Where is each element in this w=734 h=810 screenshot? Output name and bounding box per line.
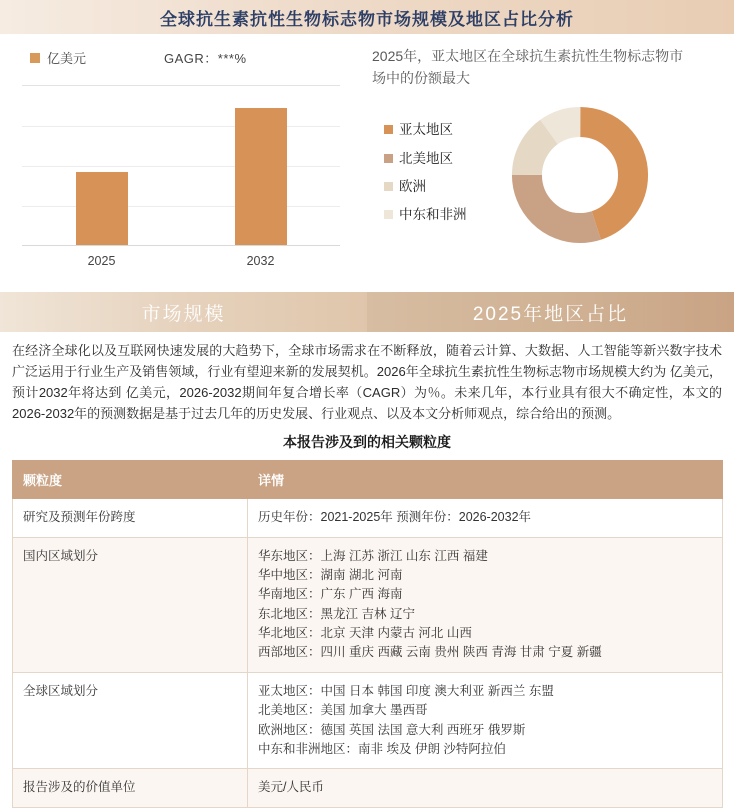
- bar-chart-legend: [0, 34, 360, 67]
- x-tick-label: 2025: [87, 254, 116, 268]
- bar-2025: [76, 172, 128, 245]
- detail-line: 北美地区：美国 加拿大 墨西哥: [258, 703, 428, 718]
- legend-item-unit: [30, 48, 86, 67]
- legend-swatch-icon: [384, 125, 393, 134]
- bar-chart-panel: [0, 34, 360, 292]
- table-cell-label: 报告涉及的价值单位: [13, 769, 248, 807]
- legend-item-europe: [384, 178, 504, 196]
- donut-lower: [372, 103, 724, 245]
- section-title-market-size: 市场规模: [0, 292, 367, 332]
- legend-item-mea: [384, 206, 504, 224]
- table-cell-detail: [248, 769, 723, 807]
- legend-label-mea: 中东和非洲: [399, 207, 467, 223]
- section-title-region-share: 2025年地区占比: [367, 292, 734, 332]
- donut-graphic: [510, 105, 650, 245]
- table-header-granularity: 颗粒度: [13, 461, 248, 499]
- table-row: [13, 672, 723, 769]
- x-axis-line: [22, 245, 340, 246]
- legend-swatch-icon: [30, 53, 40, 63]
- detail-line: 西部地区：四川 重庆 西藏 云南 贵州 陕西 青海 甘肃 宁夏 新疆: [258, 645, 602, 660]
- table-cell-label: 全球区域划分: [13, 672, 248, 769]
- granularity-table: [12, 460, 723, 808]
- bar-chart-x-labels: [22, 254, 340, 268]
- bar-chart-plot: [22, 85, 340, 246]
- legend-label-namerica: 北美地区: [399, 150, 453, 166]
- legend-label-unit: 亿美元: [47, 51, 87, 66]
- legend-item-apac: [384, 121, 504, 139]
- detail-line: 中东和非洲地区：南非 埃及 伊朗 沙特阿拉伯: [258, 741, 506, 756]
- donut-headline: 2025年，亚太地区在全球抗生素抗性生物标志物市场中的份额最大: [372, 48, 684, 86]
- legend-label-apac: 亚太地区: [399, 122, 453, 138]
- detail-line: 亚太地区：中国 日本 韩国 印度 澳大利亚 新西兰 东盟: [258, 683, 554, 698]
- detail-line: 华中地区：湖南 湖北 河南: [258, 567, 403, 582]
- donut-legend: [372, 103, 504, 245]
- donut-chart-panel: [360, 34, 734, 292]
- table-cell-label: 研究及预测年份跨度: [13, 499, 248, 537]
- table-cell-detail: [248, 537, 723, 672]
- bar-series: [22, 86, 340, 245]
- detail-line: 历史年份：2021-2025年 预测年份：2026-2032年: [258, 510, 532, 525]
- legend-item-namerica: [384, 150, 504, 168]
- gagr-label: GAGR：***%: [164, 51, 247, 66]
- donut-svg: [510, 105, 650, 245]
- page-title: 全球抗生素抗性生物标志物市场规模及地区占比分析: [160, 9, 574, 29]
- detail-line: 华北地区：北京 天津 内蒙古 河北 山西: [258, 626, 472, 641]
- bar-2032: [235, 108, 287, 245]
- table-header-detail: 详情: [248, 461, 723, 499]
- legend-label-europe: 欧洲: [399, 178, 426, 194]
- section-header-bar: [0, 292, 734, 332]
- detail-line: 欧洲地区：德国 英国 法国 意大利 西班牙 俄罗斯: [258, 722, 526, 737]
- table-cell-label: 国内区域划分: [13, 537, 248, 672]
- granularity-subtitle: 本报告涉及到的相关颗粒度: [283, 434, 451, 451]
- table-row: [13, 499, 723, 537]
- detail-line: 华南地区：广东 广西 海南: [258, 587, 403, 602]
- detail-line: 美元/人民币: [258, 780, 324, 795]
- table-cell-detail: [248, 672, 723, 769]
- donut-slice-mea: [527, 122, 633, 228]
- table-header-row: [13, 461, 723, 499]
- legend-swatch-icon: [384, 210, 393, 219]
- legend-swatch-icon: [384, 182, 393, 191]
- legend-swatch-icon: [384, 154, 393, 163]
- detail-line: 华东地区：上海 江苏 浙江 山东 江西 福建: [258, 548, 488, 563]
- x-tick-label: 2032: [246, 254, 275, 268]
- summary-paragraph: 在经济全球化以及互联网快速发展的大趋势下，全球市场需求在不断释放，随着云计算、大数据、人工智能等新兴数字技术广泛运用于行业生产及销售领域，行业有望迎来新的发展契机。2026年全球抗生素抗性生物标志物市场规模大约为 亿美元，预计2032年将达到 亿美元，2026-2032期间年复合增长率（CAGR）为％。未来几年，本行业具有很大不确定性，本文的2026-2032年的预测数据是基于过去几年的历史发展、行业观点、以及本文分析师观点，综合给出的预测。: [12, 343, 722, 422]
- table-row: [13, 769, 723, 807]
- detail-line: 东北地区：黑龙江 吉林 辽宁: [258, 606, 415, 621]
- table-cell-detail: [248, 499, 723, 537]
- top-panel: [0, 34, 734, 292]
- table-row: [13, 537, 723, 672]
- page-title-bar: [0, 0, 734, 34]
